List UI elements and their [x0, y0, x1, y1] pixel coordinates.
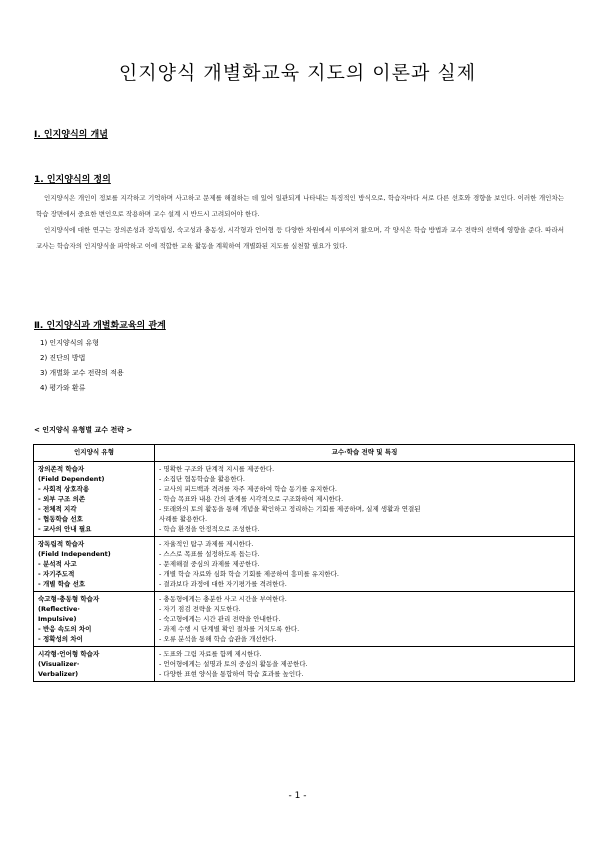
type-line: - 교사의 안내 필요	[38, 525, 92, 533]
list-item: 1) 인지양식의 유형	[40, 339, 99, 347]
numbered-list	[40, 336, 124, 396]
page-number: - 1 -	[288, 791, 307, 801]
type-line: 장독립적 학습자	[38, 540, 85, 548]
subsection-heading-1	[34, 172, 111, 185]
section-heading-1-text: Ⅰ. 인지양식의 개념	[34, 130, 108, 140]
paragraph-1: 인지양식은 개인이 정보를 지각하고 기억하며 사고하고 문제를 해결하는 데 있어 일관되게 나타내는 특징적인 방식으로, 학습자마다 서로 다른 선호와 경향을 보인다. 이러한 개인차는 학습 장면에서 중요한 변인으로 작용하며 교수 설계 시 반드시 고려되어야 한다.	[36, 194, 564, 218]
type-line: - 반응 속도의 차이	[38, 625, 92, 633]
table-header-strategy: 교수·학습 전략 및 특징	[155, 445, 575, 462]
strategy-line: - 오류 분석을 통해 학습 습관을 개선한다.	[159, 635, 277, 643]
list-item: 2) 진단의 방법	[40, 354, 86, 362]
table-header-type: 인지양식 유형	[34, 445, 155, 462]
type-line: (Field Independent)	[38, 550, 111, 558]
type-line: (Visualizer·	[38, 660, 80, 668]
strategy-table	[33, 444, 575, 682]
strategy-line: - 스스로 목표를 설정하도록 돕는다.	[159, 550, 260, 558]
type-line: 숙고형·충동형 학습자	[38, 595, 100, 603]
section-heading-2-text: Ⅱ. 인지양식과 개별화교육의 관계	[34, 321, 166, 331]
strategy-line: - 학습 환경을 안정적으로 조성한다.	[159, 525, 260, 533]
strategy-line: - 또래와의 토의 활동을 통해 개념을 확인하고 정리하는 기회를 제공하며, 실제 생활과 연결된	[159, 505, 421, 513]
table-caption: < 인지양식 유형별 교수 전략 >	[34, 426, 133, 434]
type-line: 장의존적 학습자	[38, 465, 85, 473]
strategy-line: - 개별 학습 자료와 심화 학습 기회를 제공하여 흥미를 유지한다.	[159, 570, 339, 578]
type-line: - 개별 학습 선호	[38, 580, 86, 588]
strategy-line: - 소집단 협동학습을 활용한다.	[159, 475, 245, 483]
type-line: Impulsive)	[38, 615, 77, 623]
strategy-line: 사례를 활용한다.	[159, 515, 208, 523]
strategy-line: - 교사의 피드백과 격려를 자주 제공하여 학습 동기를 유지한다.	[159, 485, 337, 493]
table-row	[34, 537, 575, 592]
table-row	[34, 462, 575, 537]
strategy-line: - 학습 목표와 내용 간의 관계를 시각적으로 구조화하여 제시한다.	[159, 495, 344, 503]
type-line: - 전체적 지각	[38, 505, 77, 513]
type-line: - 자기주도적	[38, 570, 75, 578]
table-cell-type	[34, 647, 155, 682]
document-title: 인지양식 개별화교육 지도의 이론과 실제	[118, 62, 477, 84]
type-line: - 정확성의 차이	[38, 635, 83, 643]
section-heading-1	[34, 127, 108, 140]
type-line: (Field Dependent)	[38, 475, 105, 483]
strategy-line: - 자율적인 탐구 과제를 제시한다.	[159, 540, 254, 548]
list-item: 3) 개별화 교수 전략의 적용	[40, 369, 124, 377]
table-cell-strategy	[155, 592, 575, 647]
type-line: Verbalizer)	[38, 670, 79, 678]
strategy-line: - 결과보다 과정에 대한 자기평가를 격려한다.	[159, 580, 287, 588]
table-cell-strategy	[155, 537, 575, 592]
type-line: - 분석적 사고	[38, 560, 77, 568]
strategy-line: - 충동형에게는 충분한 사고 시간을 부여한다.	[159, 595, 287, 603]
paragraph-2: 인지양식에 대한 연구는 장의존성과 장독립성, 숙고성과 충동성, 시각형과 언어형 등 다양한 차원에서 이루어져 왔으며, 각 양식은 학습 방법과 교수 전략의 선택에 영향을 준다. 따라서 교사는 학습자의 인지양식을 파악하고 이에 적합한 교육 활동을 계획하여 개별화된 지도를 실천할 필요가 있다.	[36, 226, 564, 250]
subsection-heading-1-text: 1. 인지양식의 정의	[34, 175, 111, 185]
body-text	[36, 190, 564, 254]
type-line: - 외부 구조 의존	[38, 495, 86, 503]
type-line: - 협동학습 선호	[38, 515, 83, 523]
table-row	[34, 647, 575, 682]
table-cell-type	[34, 592, 155, 647]
strategy-line: - 언어형에게는 설명과 토의 중심의 활동을 제공한다.	[159, 660, 308, 668]
table-cell-strategy	[155, 647, 575, 682]
table-row	[34, 592, 575, 647]
table-cell-type	[34, 462, 155, 537]
strategy-line: - 다양한 표현 양식을 통합하여 학습 효과를 높인다.	[159, 670, 304, 678]
strategy-line: - 자기 점검 전략을 지도한다.	[159, 605, 241, 613]
type-line: (Reflective·	[38, 605, 80, 613]
type-line: 시각형·언어형 학습자	[38, 650, 100, 658]
type-line: - 사회적 상호작용	[38, 485, 90, 493]
table-cell-strategy	[155, 462, 575, 537]
table-header-row	[34, 445, 575, 462]
strategy-line: - 명확한 구조와 단계적 지시를 제공한다.	[159, 465, 275, 473]
section-heading-2	[34, 318, 166, 331]
strategy-line: - 문제해결 중심의 과제를 제공한다.	[159, 560, 260, 568]
strategy-line: - 도표와 그림 자료를 함께 제시한다.	[159, 650, 262, 658]
table-cell-type	[34, 537, 155, 592]
strategy-line: - 과제 수행 시 단계별 확인 절차를 거치도록 한다.	[159, 625, 300, 633]
list-item: 4) 평가와 환류	[40, 384, 86, 392]
strategy-line: - 숙고형에게는 시간 관리 전략을 안내한다.	[159, 615, 281, 623]
